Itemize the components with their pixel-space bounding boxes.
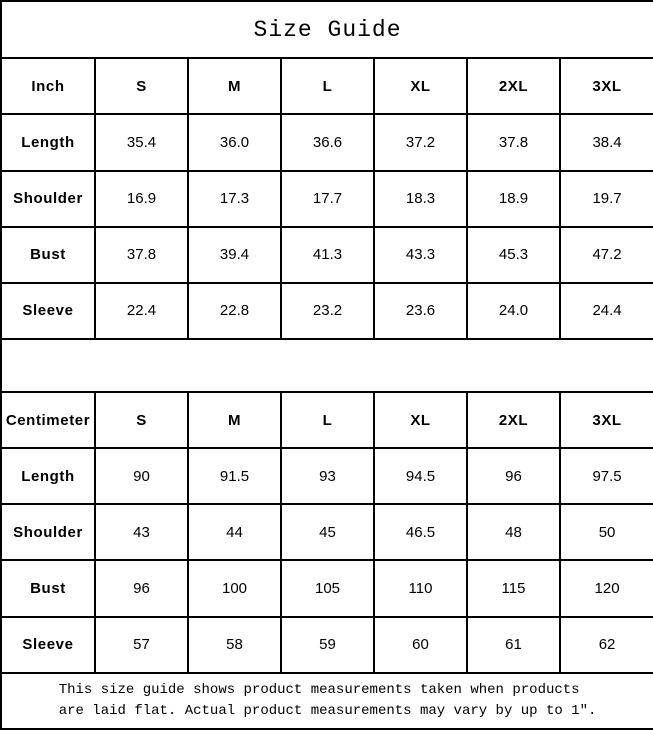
- measurement-cell: 48: [467, 504, 560, 560]
- cm-size-header-m: M: [188, 392, 281, 448]
- measurement-cell: 17.3: [188, 171, 281, 227]
- measurement-cell: 58: [188, 617, 281, 673]
- inch-unit-header: Inch: [1, 58, 95, 114]
- measurement-cell: 18.9: [467, 171, 560, 227]
- measurement-cell: 22.4: [95, 283, 188, 339]
- measurement-cell: 37.8: [95, 227, 188, 283]
- inch-size-header-s: S: [95, 58, 188, 114]
- cm-length-row: [1, 448, 653, 504]
- cm-sleeve-row: [1, 617, 653, 673]
- measurement-cell: 41.3: [281, 227, 374, 283]
- measurement-cell: 43: [95, 504, 188, 560]
- inch-length-label: Length: [1, 114, 95, 170]
- measurement-cell: 45: [281, 504, 374, 560]
- inch-length-row: [1, 114, 653, 170]
- cm-shoulder-label: Shoulder: [1, 504, 95, 560]
- measurement-cell: 105: [281, 560, 374, 616]
- spacer-row: [1, 339, 653, 392]
- inch-sleeve-label: Sleeve: [1, 283, 95, 339]
- note-text: [59, 680, 597, 722]
- measurement-cell: 36.0: [188, 114, 281, 170]
- measurement-cell: 35.4: [95, 114, 188, 170]
- measurement-cell: 23.6: [374, 283, 467, 339]
- measurement-cell: 61: [467, 617, 560, 673]
- inch-sleeve-row: [1, 283, 653, 339]
- measurement-cell: 19.7: [560, 171, 653, 227]
- cm-size-header-s: S: [95, 392, 188, 448]
- measurement-cell: 39.4: [188, 227, 281, 283]
- measurement-cell: 37.2: [374, 114, 467, 170]
- measurement-cell: 43.3: [374, 227, 467, 283]
- note-line-2: are laid flat. Actual product measurements may vary by up to 1″.: [58, 702, 597, 719]
- inch-shoulder-label: Shoulder: [1, 171, 95, 227]
- measurement-cell: 47.2: [560, 227, 653, 283]
- cm-header-row: [1, 392, 653, 448]
- measurement-cell: 60: [374, 617, 467, 673]
- size-guide-note: [1, 673, 653, 729]
- inch-shoulder-row: [1, 171, 653, 227]
- measurement-cell: 91.5: [188, 448, 281, 504]
- measurement-cell: 96: [95, 560, 188, 616]
- spacer-cell: [1, 339, 653, 392]
- measurement-cell: 24.0: [467, 283, 560, 339]
- measurement-cell: 22.8: [188, 283, 281, 339]
- measurement-cell: 62: [560, 617, 653, 673]
- measurement-cell: 57: [95, 617, 188, 673]
- measurement-cell: 18.3: [374, 171, 467, 227]
- measurement-cell: 90: [95, 448, 188, 504]
- measurement-cell: 59: [281, 617, 374, 673]
- inch-bust-row: [1, 227, 653, 283]
- measurement-cell: 100: [188, 560, 281, 616]
- measurement-cell: 94.5: [374, 448, 467, 504]
- measurement-cell: 96: [467, 448, 560, 504]
- measurement-cell: 46.5: [374, 504, 467, 560]
- inch-size-header-2xl: 2XL: [467, 58, 560, 114]
- cm-bust-label: Bust: [1, 560, 95, 616]
- note-row: [1, 673, 653, 729]
- measurement-cell: 17.7: [281, 171, 374, 227]
- cm-bust-row: [1, 560, 653, 616]
- measurement-cell: 38.4: [560, 114, 653, 170]
- measurement-cell: 16.9: [95, 171, 188, 227]
- cm-size-header-l: L: [281, 392, 374, 448]
- measurement-cell: 44: [188, 504, 281, 560]
- measurement-cell: 37.8: [467, 114, 560, 170]
- cm-sleeve-label: Sleeve: [1, 617, 95, 673]
- inch-size-header-m: M: [188, 58, 281, 114]
- measurement-cell: 45.3: [467, 227, 560, 283]
- inch-size-header-l: L: [281, 58, 374, 114]
- measurement-cell: 120: [560, 560, 653, 616]
- measurement-cell: 93: [281, 448, 374, 504]
- title-row: [1, 1, 653, 58]
- measurement-cell: 115: [467, 560, 560, 616]
- measurement-cell: 97.5: [560, 448, 653, 504]
- cm-length-label: Length: [1, 448, 95, 504]
- inch-header-row: [1, 58, 653, 114]
- cm-unit-header: Centimeter: [1, 392, 95, 448]
- inch-bust-label: Bust: [1, 227, 95, 283]
- measurement-cell: 23.2: [281, 283, 374, 339]
- cm-size-header-2xl: 2XL: [467, 392, 560, 448]
- cm-shoulder-row: [1, 504, 653, 560]
- measurement-cell: 24.4: [560, 283, 653, 339]
- cm-size-header-xl: XL: [374, 392, 467, 448]
- note-line-1: This size guide shows product measurements taken when products: [58, 681, 580, 698]
- measurement-cell: 36.6: [281, 114, 374, 170]
- cm-size-header-3xl: 3XL: [560, 392, 653, 448]
- size-guide-title: Size Guide: [1, 1, 653, 58]
- inch-size-header-3xl: 3XL: [560, 58, 653, 114]
- measurement-cell: 50: [560, 504, 653, 560]
- inch-size-header-xl: XL: [374, 58, 467, 114]
- measurement-cell: 110: [374, 560, 467, 616]
